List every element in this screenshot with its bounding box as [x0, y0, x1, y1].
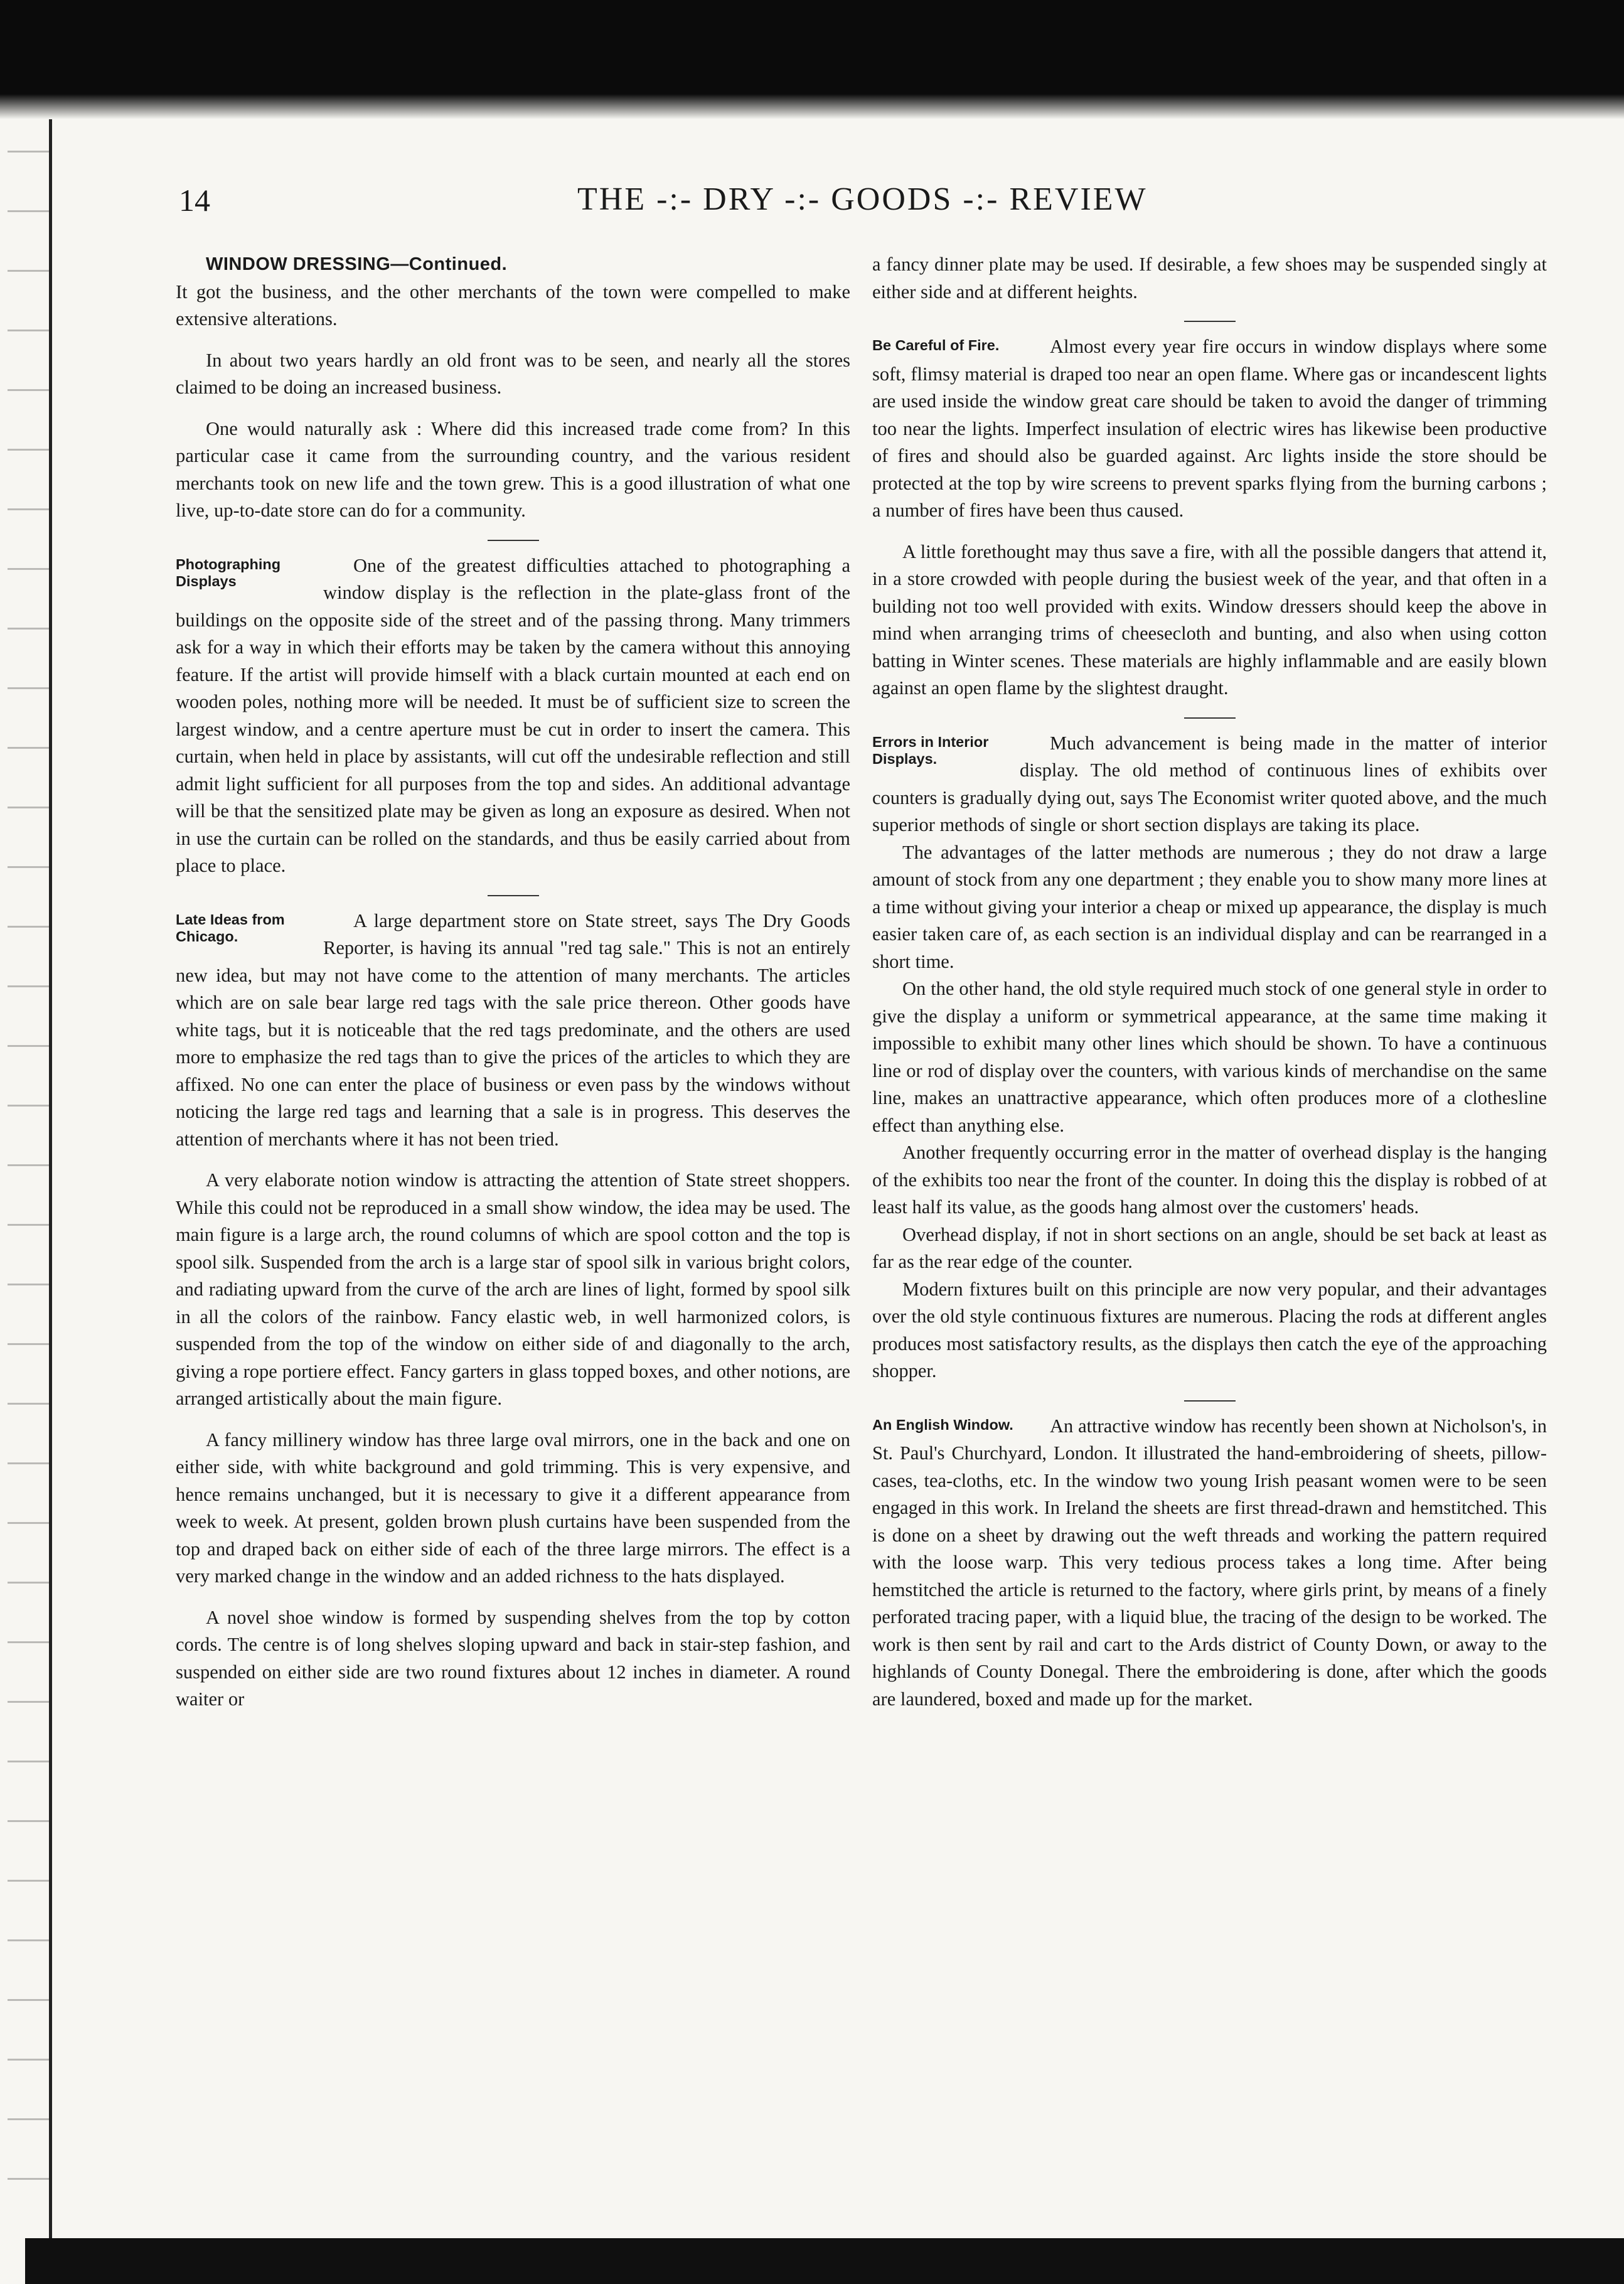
section-divider [1184, 1400, 1236, 1402]
paragraph: It got the business, and the other merchants of the town were compelled to make extensive alterations. [176, 281, 850, 330]
paragraph: On the other hand, the old style required much stock of one general style in order to give the display a uniform or symmetrical appearance, at the same time making it impossible to exhibit many other lines which should be shown. To have a continuous line or rod of display over the counters, with various kinds of merchandise on the same line, makes an unattractive appearance, which often produces more of a clothesline effect than anything else. [872, 978, 1547, 1136]
scan-bottom-band [25, 2238, 1624, 2284]
paragraph: In about two years hardly an old front was to be seen, and nearly all the stores claimed to be doing an increased business. [176, 349, 850, 398]
side-heading: Late Ideas from Chicago. [176, 911, 285, 945]
paragraph: A little forethought may thus save a fire, with all the possible dangers that attend it, in a store crowded with people during the busiest week of the year, and that often in a building not too well provided with exits. Window dressers should keep the above in mind when arranging trims of cheesecloth and bunting, and also when using cotton batting in Winter scenes. These materials are highly inflammable and are easily blown against an open flame by the slightest draught. [872, 540, 1547, 699]
paragraph: A large department store on State street, says The Dry Goods Reporter, is having its annual "red tag sale." This is not an entirely new idea, but may not have come to the attention of many merchants. The articles which are on sale bear large red tags with the sale price thereon. Other goods have white tags, but it is noticeable that the red tags predominate, and the others are used more to emphasize the red tags than to give the prices of the articles to which they are affixed. No one can enter the place of business or even pass by the windows without noticing the large red tags and learning that a sale is in progress. This deserves the attention of merchants where it has not been tried. [176, 909, 850, 1150]
scan-left-edge [8, 126, 51, 2234]
paragraph: The advantages of the latter methods are numerous ; they do not draw a large amount of stock from any one department ; they enable you to show many more lines at a time without giving your interior a cheap or mixed up appearance, the display is much easier taken care of, as each section is an individual display and can be rearranged in a short time. [872, 841, 1547, 972]
left-column [176, 251, 850, 1713]
paragraph: One of the greatest difficulties attached to photographing a window display is the reflection in the plate-glass front of the buildings on the opposite side of the street and of the passing throng. Many trimmers ask for a way in which their efforts may be taken by the camera without this annoying feature. If the artist will provide himself with a black curtain mounted at each end on wooden poles, nothing more will be needed. It must be of sufficient size to screen the largest window, and a centre aperture must be cut in order to insert the camera. This curtain, when held in place by assistants, will cut off the undesirable reflection and still admit light sufficient for all purposes from the top and sides. An additional advantage will be that the sensitized plate may be given as long an exposure as desired. When not in use the curtain can be rolled on the standards, and thus be easily carried about from place to place. [176, 554, 850, 876]
paragraph: One would naturally ask : Where did this increased trade come from? In this particular case it came from the surrounding country, and the various resident merchants took on new life and the town grew. This is a good illustration of what one live, up-to-date store can do for a community. [176, 417, 850, 521]
paragraph: Much advancement is being made in the matter of interior display. The old method of continuous lines of exhibits over counters is gradually dying out, says The Economist writer quoted above, and the much superior methods of single or short section displays are taking its place. [872, 732, 1547, 835]
scan-top-band [0, 0, 1624, 119]
paragraph: Almost every year fire occurs in window displays where some soft, flimsy material is draped too near an open flame. Where gas or incandescent lights are used inside the window great care should be taken to avoid the danger of trimming too near the lights. Imperfect insulation of electric wires has likewise been productive of fires and should also be guarded against. Arc lights inside the store should be protected at the top by wire screens to prevent sparks flying from the burning carbons ; a number of fires have been thus caused. [872, 336, 1547, 521]
right-column [872, 251, 1547, 1713]
page-number: 14 [179, 183, 210, 218]
section-divider [488, 895, 539, 896]
paragraph: An attractive window has recently been shown at Nicholson's, in St. Paul's Churchyard, London. It illustrated the hand-embroidering of sheets, pillow-cases, tea-cloths, etc. In the window two young Irish peasant women were to be seen engaged in this work. In Ireland the sheets are first thread-drawn and hemstitched. This is done on a sheet by drawing out the weft threads and working the pattern required with the loose warp. This very tedious process takes a long time. After being hemstitched the article is returned to the factory, where girls print, by means of a finely perforated tracing paper, with a liquid blue, the tracing of the design to be worked. The work is then sent by rail and cart to the Ards district of County Down, or away to the highlands of County Donegal. There the embroidering is done, after which the goods are laundered, boxed and made up for the market. [872, 1415, 1547, 1710]
paragraph: Overhead display, if not in short sections on an angle, should be set back at least as far as the rear edge of the counter. [872, 1223, 1547, 1272]
side-heading: Photographing Displays [176, 555, 281, 589]
paragraph: a fancy dinner plate may be used. If desirable, a few shoes may be suspended singly at either side and at different heights. [872, 254, 1547, 303]
paragraph: A novel shoe window is formed by suspending shelves from the top by cotton cords. The centre is of long shelves sloping upward and back in stair-step fashion, and suspended on either side are two round fixtures about 12 inches in diameter. A round waiter or [176, 1606, 850, 1710]
side-heading: Errors in Interior Displays. [872, 733, 989, 767]
side-heading: Be Careful of Fire. [872, 337, 1000, 353]
side-heading: An English Window. [872, 1416, 1013, 1433]
paragraph: Modern fixtures built on this principle are now very popular, and their advantages over the old style continuous fixtures are numerous. Placing the rods at different angles produces most satisfactory results, as the displays then catch the eye of the approaching shopper. [872, 1278, 1547, 1381]
paragraph: Another frequently occurring error in the matter of overhead display is the hanging of the exhibits too near the front of the counter. In doing this the display is robbed of at least half its value, as the goods hang almost over the customers' heads. [872, 1142, 1547, 1218]
section-divider [1184, 717, 1236, 719]
paragraph: A very elaborate notion window is attracting the attention of State street shoppers. While this could not be reproduced in a small show window, the idea may be used. The main figure is a large arch, the round columns of which are spool cotton and the top is spool silk. Suspended from the arch is a large star of spool silk in various bright colors, and radiating upward from the curve of the arch are lines of light, formed by spool silk in all the colors of the rainbow. Fancy elastic web, in well harmonized colors, is suspended from the top of the window on either side of and diagonally to the arch, giving a rope portiere effect. Fancy garters in glass topped boxes, and other notions, are arranged artistically about the main figure. [176, 1169, 850, 1409]
section-divider [1184, 321, 1236, 322]
binding-rule [49, 119, 52, 2241]
running-head: THE -:- DRY -:- GOODS -:- REVIEW [577, 181, 1148, 217]
paragraph: A fancy millinery window has three large oval mirrors, one in the back and one on either side, with white background and gold trimming. This is very expensive, and hence remains unchanged, but it is necessary to give it a different appearance from week to week. At present, golden brown plush curtains have been suspended from the top and draped back on either side of each of the three large mirrors. The effect is a very marked change in the window and an added richness to the hats displayed. [176, 1429, 850, 1587]
section-divider [488, 540, 539, 541]
continued-heading: WINDOW DRESSING—Continued. [206, 254, 508, 274]
